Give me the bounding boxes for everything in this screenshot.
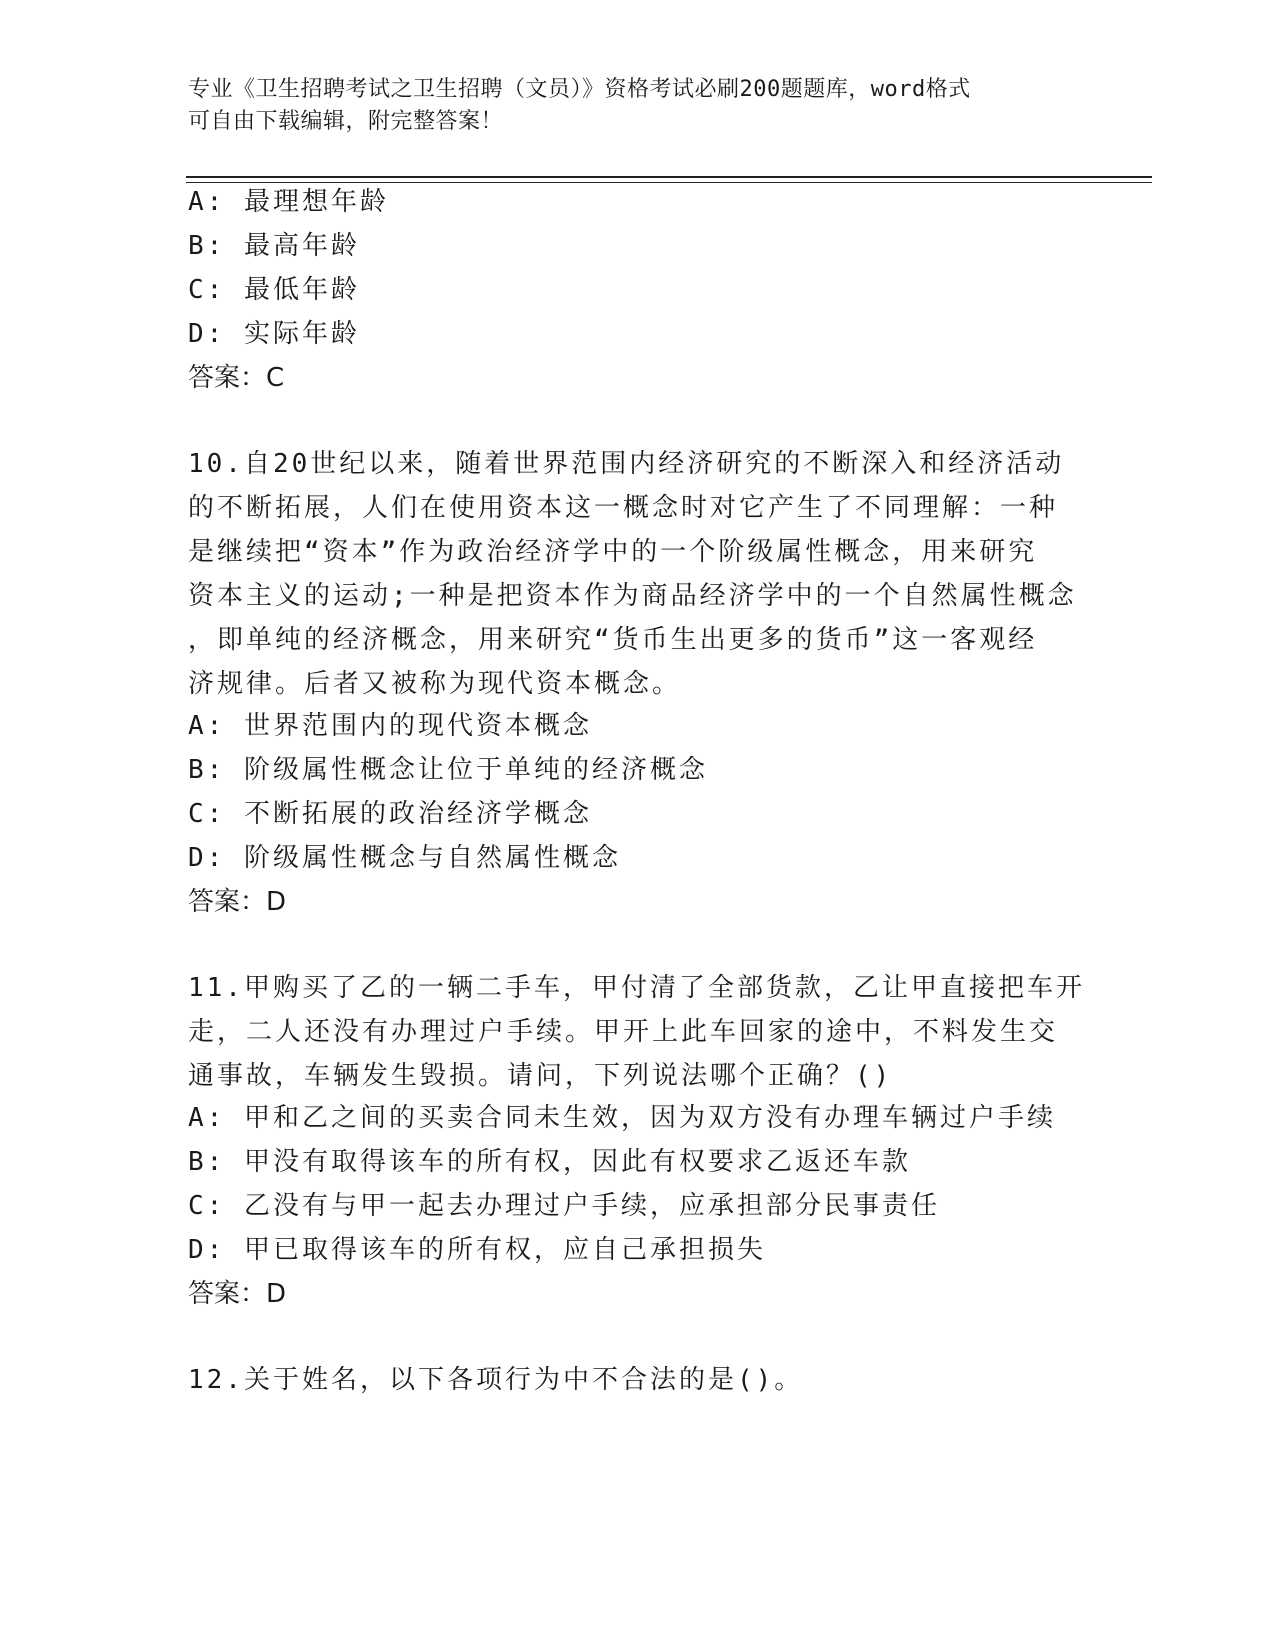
q10-stem-line-4: 资本主义的运动;一种是把资本作为商品经济学中的一个自然属性概念 (188, 581, 1077, 611)
document-header (188, 74, 1068, 138)
q9-option-c: C: 最低年龄 (188, 275, 360, 305)
q10-stem-line-5: ，即单纯的经济概念，用来研究“货币生出更多的货币”这一客观经 (188, 625, 1038, 655)
q11-option-a: A: 甲和乙之间的买卖合同未生效，因为双方没有办理车辆过户手续 (188, 1103, 1056, 1133)
q11-stem-line-1: 11.甲购买了乙的一辆二手车，甲付清了全部货款，乙让甲直接把车开 (188, 973, 1085, 1003)
q9-option-b: B: 最高年龄 (188, 231, 360, 261)
q10-answer: 答案：D (188, 887, 287, 917)
q10-option-b: B: 阶级属性概念让位于单纯的经济概念 (188, 755, 708, 785)
q9-option-a: A: 最理想年龄 (188, 187, 389, 217)
header-line-1: 专业《卫生招聘考试之卫生招聘（文员）》资格考试必刷200题题库，word格式 (188, 77, 971, 102)
q10-stem-line-2: 的不断拓展，人们在使用资本这一概念时对它产生了不同理解：一种 (188, 493, 1059, 523)
q10-stem-line-1: 10.自20世纪以来，随着世界范围内经济研究的不断深入和经济活动 (188, 449, 1065, 479)
header-divider-thick (186, 176, 1152, 178)
q11-stem-line-3: 通事故，车辆发生毁损。请问，下列说法哪个正确？() (188, 1061, 893, 1091)
header-line-2: 可自由下载编辑，附完整答案！ (188, 109, 504, 134)
q9-option-d: D: 实际年龄 (188, 319, 360, 349)
q12-stem-line-1: 12.关于姓名，以下各项行为中不合法的是()。 (188, 1365, 804, 1395)
q10-stem-line-6: 济规律。后者又被称为现代资本概念。 (188, 669, 682, 699)
q9-answer: 答案：C (188, 363, 285, 393)
q10-option-a: A: 世界范围内的现代资本概念 (188, 711, 592, 741)
q11-option-c: C: 乙没有与甲一起去办理过户手续，应承担部分民事责任 (188, 1191, 940, 1221)
q11-option-b: B: 甲没有取得该车的所有权，因此有权要求乙返还车款 (188, 1147, 911, 1177)
q10-option-c: C: 不断拓展的政治经济学概念 (188, 799, 592, 829)
q11-option-d: D: 甲已取得该车的所有权，应自己承担损失 (188, 1235, 766, 1265)
q11-answer: 答案：D (188, 1279, 287, 1309)
q10-option-d: D: 阶级属性概念与自然属性概念 (188, 843, 621, 873)
q10-stem-line-3: 是继续把“资本”作为政治经济学中的一个阶级属性概念，用来研究 (188, 537, 1038, 567)
q11-stem-line-2: 走，二人还没有办理过户手续。甲开上此车回家的途中，不料发生交 (188, 1017, 1059, 1047)
